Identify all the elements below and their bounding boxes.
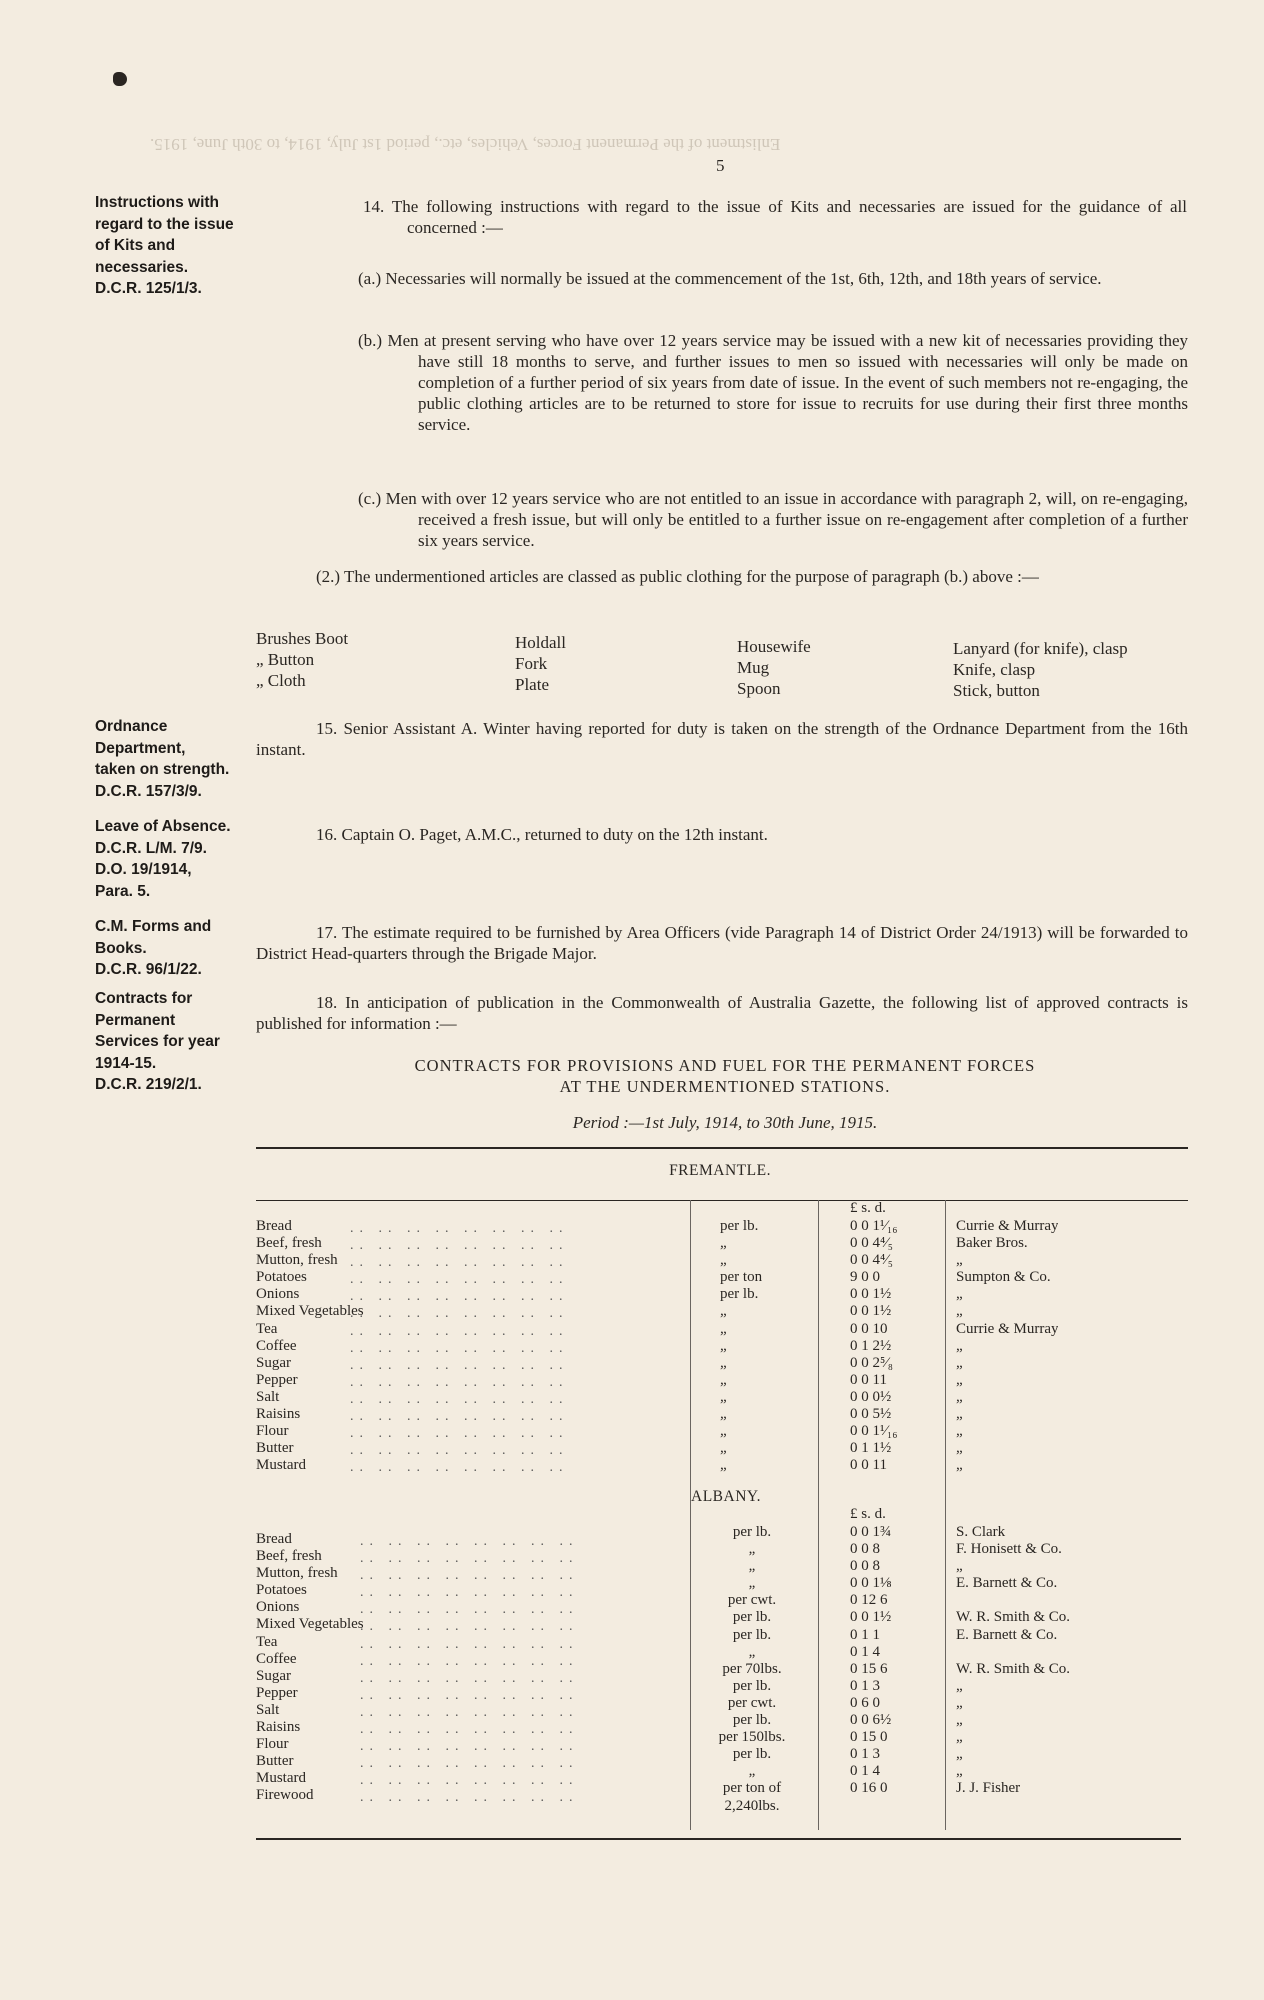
fremantle-prices: 0 0 1¹⁄₁₆ 0 0 4⁴⁄₅ 0 0 4⁴⁄₅ 9 0 0 0 0 1½ 0 0 1½ 0 0 10 0 1 2½ 0 0 2⁵⁄₈ 0 0 11 0 0 0½ 0 0 5½ 0 0 1¹⁄₁₆ 0 1 1½ 0 0 11 xyxy=(850,1218,898,1474)
albany-prices: 0 0 1¾ 0 0 8 0 0 8 0 0 1⅛ 0 12 6 0 0 1½ 0 1 1 0 1 4 0 15 6 0 1 3 0 6 0 0 0 6½ 0 15 0 0 1 3 0 1 4 0 16 0 xyxy=(850,1524,892,1797)
articles-column-4: Lanyard (for knife), clasp Knife, clasp Stick, button xyxy=(953,639,1128,700)
margin-note-ordnance: Ordnance Department, taken on strength. D.C.R. 157/3/9. xyxy=(95,718,230,800)
money-header-fremantle: £ s. d. xyxy=(850,1200,886,1216)
fremantle-units: per lb. „ „ per ton per lb. „ „ „ „ „ „ „ „ „ „ xyxy=(720,1218,763,1474)
albany-leader-dots: .. .. .. .. .. .. .. .. .. .. .. .. .. .. .. .. .. .. .. .. .. .. .. .. .. .. .. .. .. .. .. .. .. .. .. .. .. .. .. .. .. .. .. .. .. .. .. .. .. .. .. .. .. .. .. .. .. .. .. .. .. .. .. .. .. .. .. .. .. .. .. .. .. .. .. .. .. .. .. .. .. .. .. .. .. .. .. .. .. .. .. .. .. .. .. .. .. .. .. .. .. .. .. .. .. .. .. .. .. .. .. .. .. .. .. .. .. .. .. .. .. .. .. .. .. .. .. .. xyxy=(360,1534,579,1806)
table-row-item: Bread xyxy=(256,1218,292,1234)
station-heading-fremantle: FREMANTLE. xyxy=(669,1162,771,1179)
money-header-albany: £ s. d. xyxy=(850,1506,886,1522)
paragraph-14: 14. The following instructions with regard to the issue of Kits and necessaries are issued for the guidance of all concerned :— xyxy=(363,197,1187,237)
margin-note-leave: Leave of Absence. D.C.R. L/M. 7/9. D.O. 19/1914, Para. 5. xyxy=(95,818,231,900)
margin-note-kits: Instructions with regard to the issue of Kits and necessaries. D.C.R. 125/1/3. xyxy=(95,194,234,297)
fremantle-rule xyxy=(256,1200,1188,1201)
paragraph-14-2: (2.) The undermentioned articles are classed as public clothing for the purpose of paragraph (b.) above :— xyxy=(316,567,1039,586)
paragraph-18: 18. In anticipation of publication in the Commonwealth of Australia Gazette, the following list of approved contracts is published for information :— xyxy=(256,993,1188,1033)
table-top-rule xyxy=(256,1147,1188,1149)
table-bottom-rule xyxy=(256,1838,1181,1840)
ink-spot xyxy=(113,72,127,86)
articles-column-1: Brushes Boot „ Button „ Cloth xyxy=(256,629,349,690)
albany-units: per lb. „ „ „ per cwt. per lb. per lb. „ per 70lbs. per lb. per cwt. per lb. per 150lbs. per lb. „ per ton of 2,240lbs. xyxy=(718,1524,786,1814)
margin-note-cm-forms: C.M. Forms and Books. D.C.R. 96/1/22. xyxy=(95,918,212,978)
paragraph-17: 17. The estimate required to be furnished by Area Officers (vide Paragraph 14 of District Order 24/1913) will be forwarded to District Head-quarters through the Brigade Major. xyxy=(256,923,1188,963)
paragraph-15: 15. Senior Assistant A. Winter having reported for duty is taken on the strength of the Ordnance Department from the 16th instant. xyxy=(256,719,1188,759)
contracts-period: Period :—1st July, 1914, to 30th June, 1915. xyxy=(572,1113,878,1132)
paragraph-14-c: (c.) Men with over 12 years service who are not entitled to an issue in accordance with paragraph 2, will, on re-engaging, received a fresh issue, but will only be entitled to a further issue on re-engagement after completion of a further six years service. xyxy=(358,489,1188,550)
station-heading-albany: ALBANY. xyxy=(691,1488,761,1505)
paragraph-14-b: (b.) Men at present serving who have over 12 years service may be issued with a new kit of necessaries providing they have still 18 months to serve, and further issues to men so issued with necessaries will only be made on completion of a further period of six years from date of issue. In the event of such members not re-engaging, the public clothing articles are to be returned to store for issue to recruits for use during their first three months service. xyxy=(358,331,1188,434)
paragraph-16: 16. Captain O. Paget, A.M.C., returned to duty on the 12th instant. xyxy=(316,825,768,844)
column-rule-2 xyxy=(818,1200,819,1830)
fremantle-items: Bread Beef, fresh Mutton, fresh Potatoes Onions Mixed Vegetables Tea Coffee Sugar Pepper Salt Raisins Flour Butter Mustard xyxy=(256,1218,364,1474)
bleed-through-text: Enlistment of the Permanent Forces, Vehicles, etc., period 1st July, 1914, to 30th June, 1915. xyxy=(150,135,781,154)
column-rule-1 xyxy=(690,1200,691,1830)
albany-items: Bread Beef, fresh Mutton, fresh Potatoes Onions Mixed Vegetables Tea Coffee Sugar Pepper Salt Raisins Flour Butter Mustard Firewood xyxy=(256,1531,364,1804)
margin-note-contracts: Contracts for Permanent Services for year 1914-15. D.C.R. 219/2/1. xyxy=(95,990,220,1093)
articles-column-3: Housewife Mug Spoon xyxy=(737,637,811,698)
articles-column-2: Holdall Fork Plate xyxy=(515,633,566,694)
albany-contractors: S. Clark F. Honisett & Co. „ E. Barnett & Co. W. R. Smith & Co. E. Barnett & Co. W. R. Smith & Co. „ „ „ „ „ „ J. J. Fisher xyxy=(956,1524,1071,1797)
fremantle-contractors: Currie & Murray Baker Bros. „ Sumpton & Co. „ „ Currie & Murray „ „ „ „ „ „ „ „ xyxy=(956,1218,1059,1474)
paragraph-14-a: (a.) Necessaries will normally be issued at the commencement of the 1st, 6th, 12th, and 18th years of service. xyxy=(358,269,1102,288)
column-rule-3 xyxy=(945,1200,946,1830)
page-number: 5 xyxy=(716,156,725,175)
fremantle-leader-dots: .. .. .. .. .. .. .. .. .. .. .. .. .. .. .. .. .. .. .. .. .. .. .. .. .. .. .. .. .. .. .. .. .. .. .. .. .. .. .. .. .. .. .. .. .. .. .. .. .. .. .. .. .. .. .. .. .. .. .. .. .. .. .. .. .. .. .. .. .. .. .. .. .. .. .. .. .. .. .. .. .. .. .. .. .. .. .. .. .. .. .. .. .. .. .. .. .. .. .. .. .. .. .. .. .. .. .. .. .. .. .. .. .. .. .. .. .. .. .. .. xyxy=(350,1221,569,1476)
contracts-title: CONTRACTS FOR PROVISIONS AND FUEL FOR THE PERMANENT FORCES AT THE UNDERMENTIONED STATIONS. xyxy=(414,1056,1036,1096)
